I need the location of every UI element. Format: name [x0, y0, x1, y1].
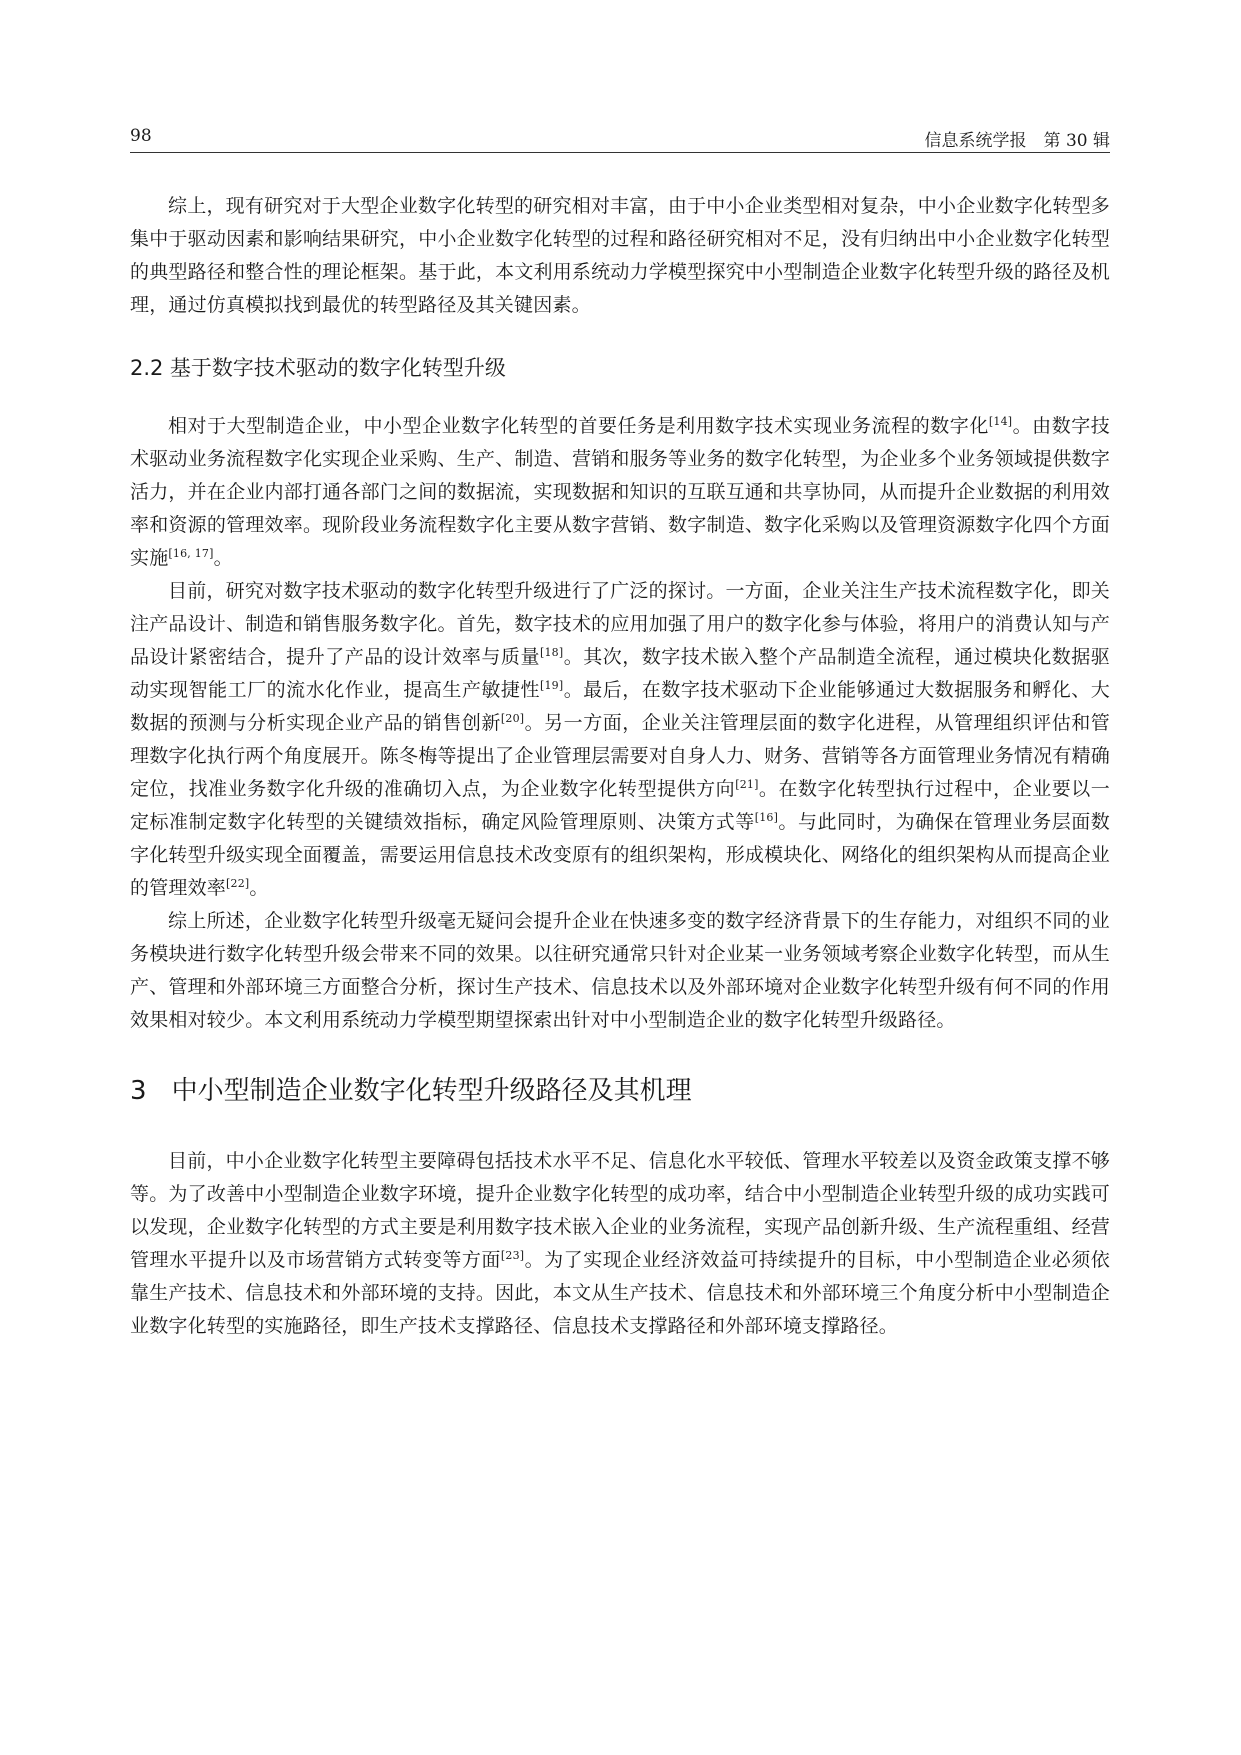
citation: [18] — [539, 646, 564, 659]
citation: [23] — [500, 1249, 525, 1262]
section-heading-3 — [130, 1073, 1110, 1109]
citation: [14] — [988, 415, 1013, 428]
paragraph-section-conclusion: 综上所述，企业数字化转型升级毫无疑问会提升企业在快速多变的数字经济背景下的生存能力，对组织不同的业务模块进行数字化转型升级会带来不同的效果。以往研究通常只针对企业某一业务领域考察企业数字化转型，而从生产、管理和外部环境三方面整合分析，探讨生产技术、信息技术以及外部环境对企业数字化转型升级有何不同的作用效果相对较少。本文利用系统动力学模型期望探索出针对中小型制造企业的数字化转型升级路径。 — [130, 910, 1110, 1031]
section-number: 3 — [130, 1076, 147, 1106]
journal-info: 信息系统学报 第 30 辑 — [924, 131, 1110, 151]
page-header — [130, 122, 1110, 153]
section-title: 中小型制造企业数字化转型升级路径及其机理 — [171, 1076, 692, 1106]
citation: [21] — [735, 778, 759, 791]
citation: [16] — [754, 811, 779, 824]
citation: [22] — [226, 877, 250, 890]
paragraph-business-process-digitalization: 相对于大型制造企业，中小型企业数字化转型的首要任务是利用数字技术实现业务流程的数字化[14]。由数字技术驱动业务流程数字化实现企业采购、生产、制造、营销和服务等业务的数字化转型，为企业多个业务领域提供数字活力，并在企业内部打通各部门之间的数据流，实现数据和知识的互联互通和共享协同，从而提升企业数据的利用效率和资源的管理效率。现阶段业务流程数字化主要从数字营销、数字制造、数字化采购以及管理资源数字化四个方面实施[16, 17]。 — [130, 415, 1110, 569]
section-title: 基于数字技术驱动的数字化转型升级 — [169, 356, 506, 380]
page-number: 98 — [130, 126, 152, 146]
section-number: 2.2 — [130, 356, 164, 380]
page-body — [130, 190, 1110, 1343]
citation: [16, 17] — [168, 547, 214, 560]
citation: [19] — [539, 679, 564, 692]
paragraph-transformation-obstacles: 目前，中小企业数字化转型主要障碍包括技术水平不足、信息化水平较低、管理水平较差以及资金政策支撑不够等。为了改善中小型制造企业数字环境，提升企业数字化转型的成功率，结合中小型制造企业转型升级的成功实践可以发现，企业数字化转型的方式主要是利用数字技术嵌入企业的业务流程，实现产品创新升级、生产流程重组、经营管理水平提升以及市场营销方式转变等方面[23]。为了实现企业经济效益可持续提升的目标，中小型制造企业必须依靠生产技术、信息技术和外部环境的支持。因此，本文从生产技术、信息技术和外部环境三个角度分析中小型制造企业数字化转型的实施路径，即生产技术支撑路径、信息技术支撑路径和外部环境支撑路径。 — [130, 1150, 1110, 1337]
citation: [20] — [500, 712, 525, 725]
section-heading-2-2 — [130, 352, 1110, 384]
paragraph-research-discussion: 目前，研究对数字技术驱动的数字化转型升级进行了广泛的探讨。一方面，企业关注生产技术流程数字化，即关注产品设计、制造和销售服务数字化。首先，数字技术的应用加强了用户的数字化参与体验，将用户的消费认知与产品设计紧密结合，提升了产品的设计效率与质量[18]。其次，数字技术嵌入整个产品制造全流程，通过模块化数据驱动实现智能工厂的流水化作业，提高生产敏捷性[19]。最后，在数字技术驱动下企业能够通过大数据服务和孵化、大数据的预测与分析实现企业产品的销售创新[20]。另一方面，企业关注管理层面的数字化进程，从管理组织评估和管理数字化执行两个角度展开。陈冬梅等提出了企业管理层需要对自身人力、财务、营销等各方面管理业务情况有精确定位，找准业务数字化升级的准确切入点，为企业数字化转型提供方向[21]。在数字化转型执行过程中，企业要以一定标准制定数字化转型的关键绩效指标，确定风险管理原则、决策方式等[16]。与此同时，为确保在管理业务层面数字化转型升级实现全面覆盖，需要运用信息技术改变原有的组织架构，形成模块化、网络化的组织架构从而提高企业的管理效率[22]。 — [130, 580, 1111, 899]
paragraph-summary-review: 综上，现有研究对于大型企业数字化转型的研究相对丰富，由于中小企业类型相对复杂，中小企业数字化转型多集中于驱动因素和影响结果研究，中小企业数字化转型的过程和路径研究相对不足，没有归纳出中小企业数字化转型的典型路径和整合性的理论框架。基于此，本文利用系统动力学模型探究中小型制造企业数字化转型升级的路径及机理，通过仿真模拟找到最优的转型路径及其关键因素。 — [130, 195, 1110, 316]
